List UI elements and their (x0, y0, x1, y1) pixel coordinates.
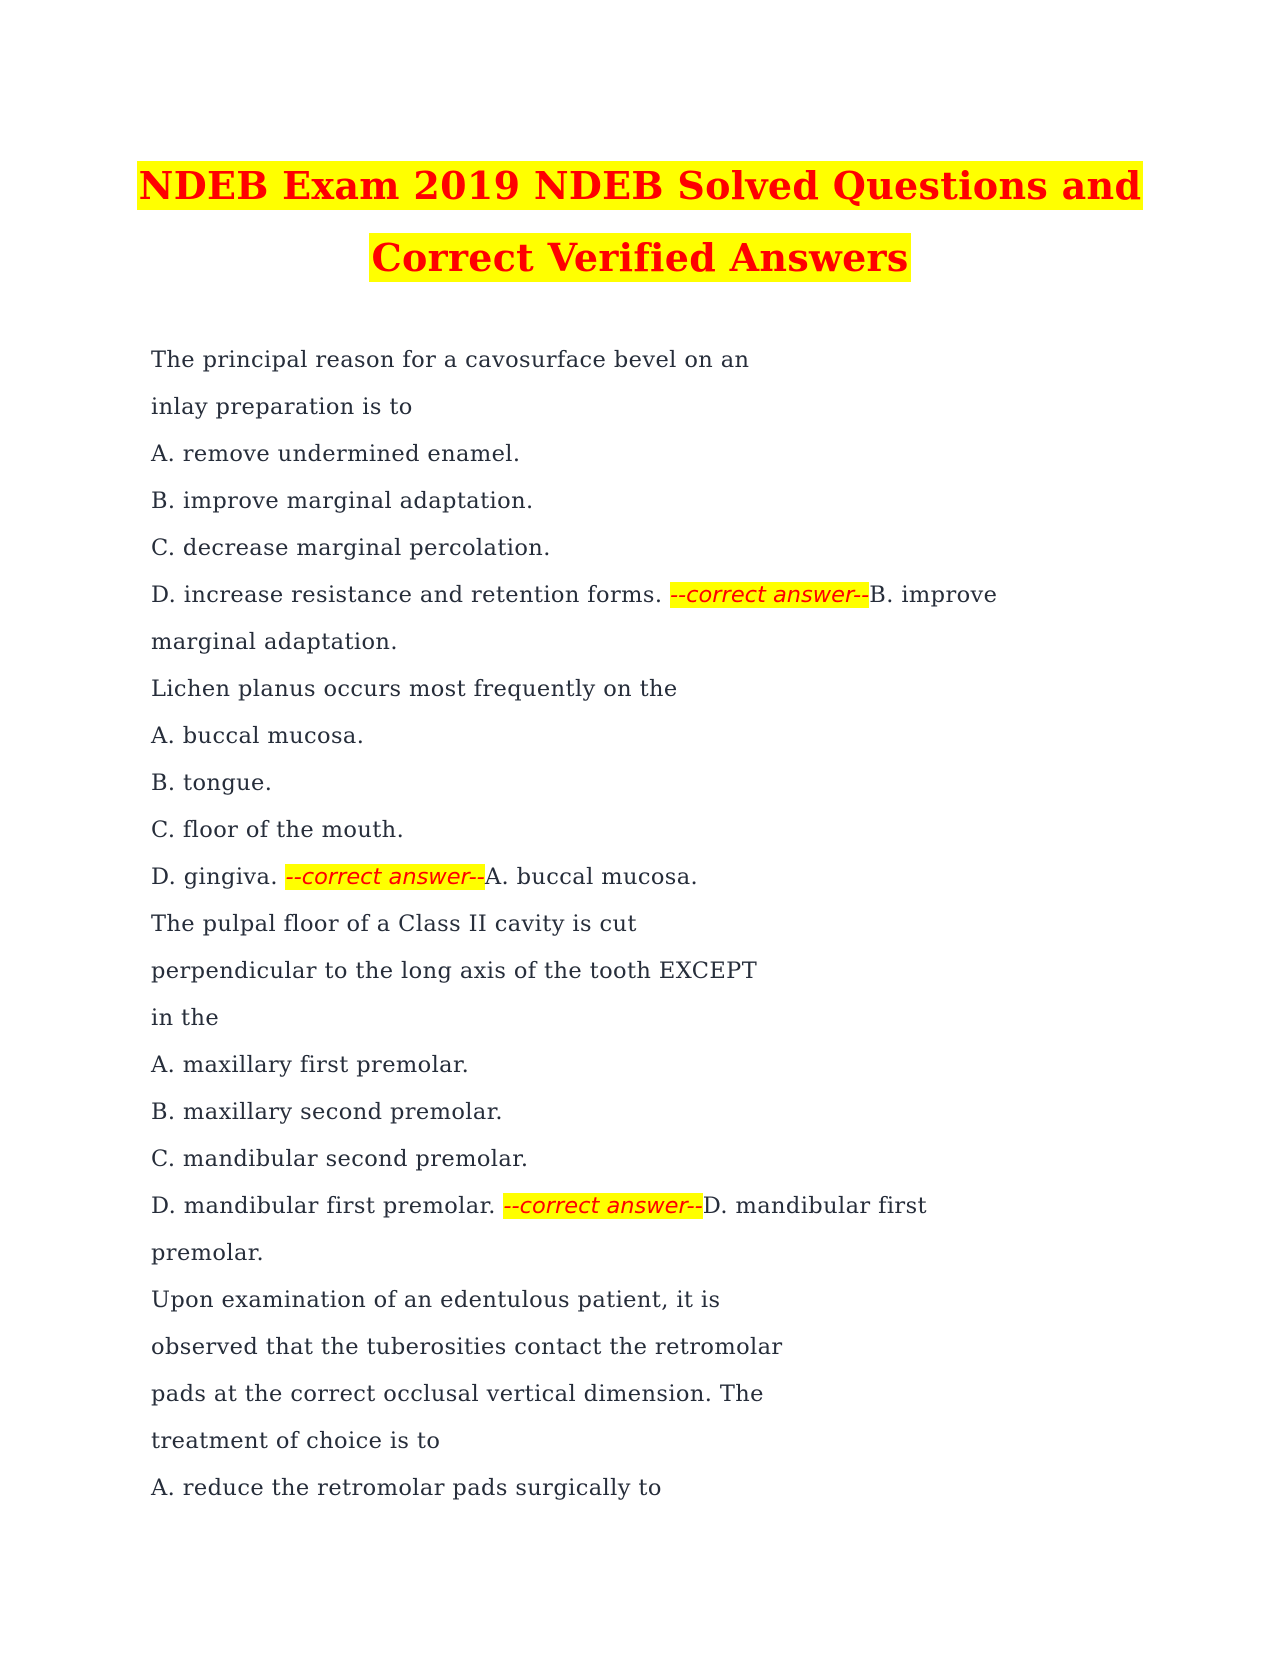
title-line-1: NDEB Exam 2019 NDEB Solved Questions and (138, 163, 1142, 208)
correct-answer-text: B. improve (869, 582, 998, 608)
question-text: pads at the correct occlusal vertical dimension. The (151, 1381, 764, 1407)
answer-option: B. maxillary second premolar. (151, 1099, 503, 1125)
question-text: The pulpal floor of a Class II cavity is cut (151, 911, 637, 937)
correct-answer-marker: --correct answer-- (503, 1193, 703, 1219)
question-text: Lichen planus occurs most frequently on the (151, 676, 678, 702)
text-line: marginal adaptation. (151, 629, 398, 655)
title-line-2: Correct Verified Answers (371, 235, 909, 280)
answer-option: A. buccal mucosa. (151, 723, 365, 749)
text-line: The principal reason for a cavosurface bevel on an (151, 347, 750, 373)
correct-answer-marker: --correct answer-- (669, 582, 870, 608)
question-text: in the (151, 1005, 220, 1031)
document-body (151, 337, 1151, 1512)
answer-option: B. improve marginal adaptation. (151, 488, 534, 514)
question-text: treatment of choice is to (151, 1428, 441, 1454)
answer-option: C. floor of the mouth. (151, 817, 405, 843)
text-line: premolar. (151, 1240, 265, 1266)
correct-answer-text: D. mandibular first (702, 1193, 927, 1219)
answer-option: A. remove undermined enamel. (151, 441, 521, 467)
answer-option: D. increase resistance and retention forms. --correct answer--B. improve (151, 582, 998, 608)
correct-answer-marker: --correct answer-- (285, 864, 485, 890)
answer-option: C. decrease marginal percolation. (151, 535, 551, 561)
text-line: inlay preparation is to (151, 394, 413, 420)
answer-option: C. mandibular second premolar. (151, 1146, 529, 1172)
answer-option: A. reduce the retromolar pads surgically to (151, 1475, 662, 1501)
correct-answer-text: A. buccal mucosa. (484, 864, 699, 890)
answer-option: A. maxillary first premolar. (151, 1052, 470, 1078)
question-text: Upon examination of an edentulous patient, it is (151, 1287, 721, 1313)
question-text: perpendicular to the long axis of the tooth EXCEPT (151, 958, 758, 984)
answer-option: B. tongue. (151, 770, 273, 796)
question-text: observed that the tuberosities contact the retromolar (151, 1334, 783, 1360)
answer-option: D. gingiva. --correct answer--A. buccal mucosa. (151, 864, 699, 890)
answer-option: D. mandibular first premolar. --correct answer--D. mandibular first (151, 1193, 927, 1219)
document-title (0, 150, 1280, 294)
